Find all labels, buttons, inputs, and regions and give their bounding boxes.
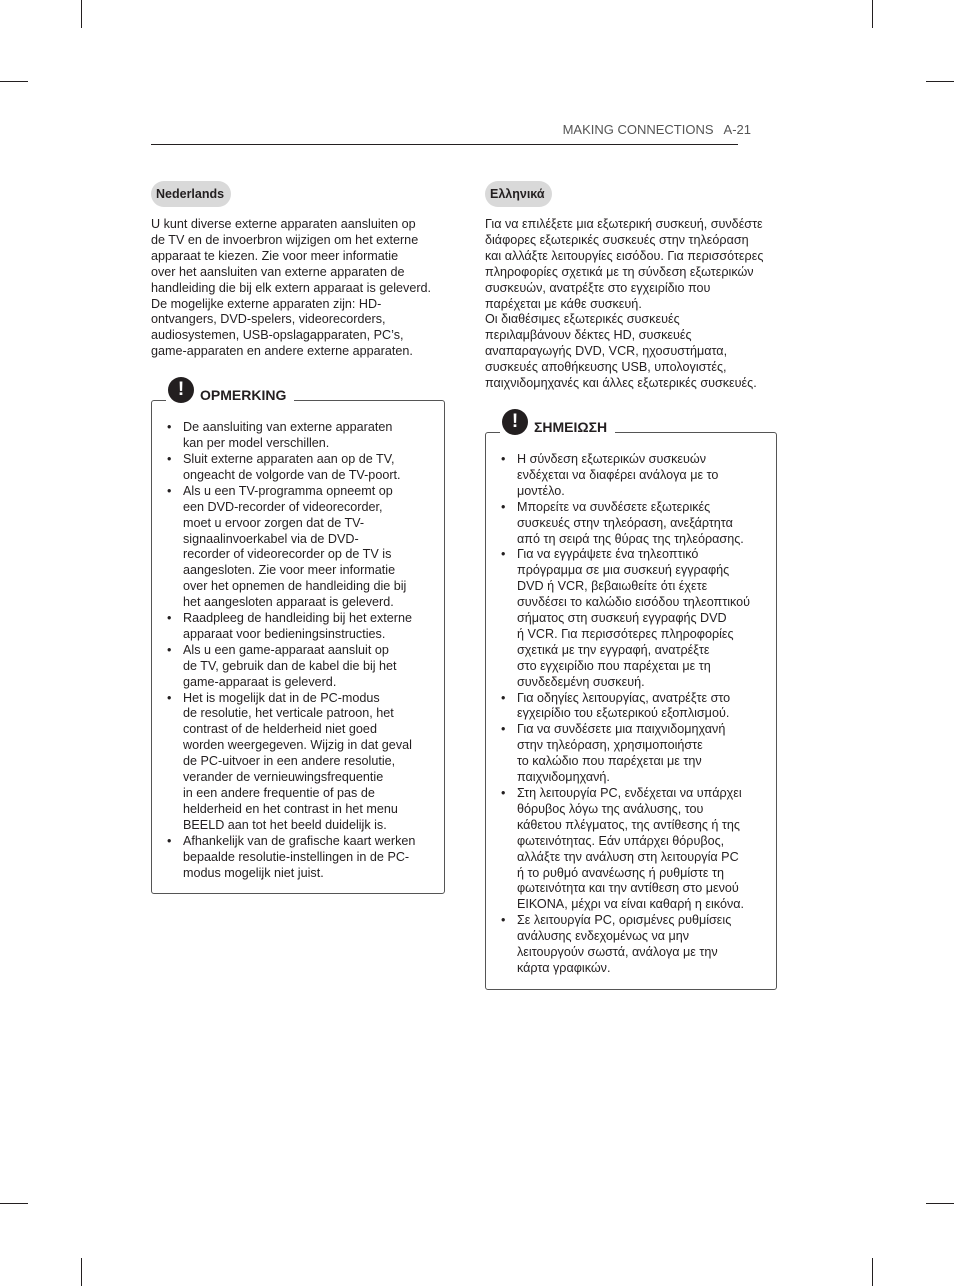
exclamation-icon: ! bbox=[502, 409, 528, 435]
note-list bbox=[500, 452, 768, 977]
list-item: • Μπορείτε να συνδέσετε εξωτερικές συσκευές στην τηλεόραση, ανεξάρτητα από τη σειρά της θύρας της τηλεόρασης. bbox=[500, 500, 768, 548]
running-header bbox=[151, 122, 751, 142]
list-item: • Sluit externe apparaten aan op de TV, ongeacht de volgorde van de TV-poort. bbox=[166, 452, 436, 484]
note-title: OPMERKING bbox=[200, 387, 287, 404]
crop-mark bbox=[926, 1203, 954, 1204]
crop-mark bbox=[81, 1258, 82, 1286]
note-header bbox=[500, 410, 615, 440]
crop-mark bbox=[0, 81, 28, 82]
crop-mark bbox=[872, 0, 873, 28]
list-item: • Για οδηγίες λειτουργίας, ανατρέξτε στο εγχειρίδιο του εξωτερικού εξοπλισμού. bbox=[500, 691, 768, 723]
column-greek bbox=[485, 181, 777, 990]
note-box bbox=[485, 410, 777, 990]
crop-mark bbox=[926, 81, 954, 82]
intro-paragraph: Για να επιλέξετε μια εξωτερική συσκευή, συνδέστε διάφορες εξωτερικές συσκευές στην τηλεόραση και αλλάξτε λειτουργίες εισόδου. Για περισσότερες πληροφορίες σχετικά με τη σύνδεση εξωτερικών συσκευών, ανατρέξτε στο εγχειρίδιο που παρέχεται με κάθε συσκευή. Οι διαθέσιμες εξωτερικές συσκευές περιλαμβάνουν δέκτες HD, συσκευές αναπαραγωγής DVD, VCR, ηχοσυστήματα, συσκευές αποθήκευσης USB, υπολογιστές, παιχνιδομηχανές και άλλες εξωτερικές συσκευές. bbox=[485, 217, 764, 391]
language-label: Nederlands bbox=[151, 181, 231, 207]
exclamation-icon: ! bbox=[168, 377, 194, 403]
header-rule bbox=[151, 144, 738, 145]
list-item: • Για να εγγράψετε ένα τηλεοπτικό πρόγραμμα σε μια συσκευή εγγραφής DVD ή VCR, βεβαιωθείτε ότι έχετε συνδέσει το καλώδιο εισόδου τηλεοπτικού σήματος στη συσκευή εγγραφής DVD ή VCR. Για περισσότερες πληροφορίες σχετικά με την εγγραφή, ανατρέξτε στο εγχειρίδιο που παρέχεται με τη συνδεδεμένη συσκευή. bbox=[500, 547, 768, 690]
note-list bbox=[166, 420, 436, 881]
list-item: • Raadpleeg de handleiding bij het externe apparaat voor bedieningsinstructies. bbox=[166, 611, 436, 643]
language-label: Ελληνικά bbox=[485, 181, 552, 207]
list-item: • Als u een TV-programma opneemt op een DVD-recorder of videorecorder, moet u ervoor zorgen dat de TV- signaalinvoerkabel via de DVD- recorder of videorecorder op de TV is aangesloten. Zie voor meer informatie over het opnemen de handleiding die bij het aangesloten apparaat is geleverd. bbox=[166, 484, 436, 611]
crop-mark bbox=[872, 1258, 873, 1286]
list-item: • Het is mogelijk dat in de PC-modus de resolutie, het verticale patroon, het contrast of de helderheid niet goed worden weergegeven. Wijzig in dat geval de PC-uitvoer in een andere resolutie, verander de vernieuwingsfrequentie in een andere frequentie of pas de helderheid en het contrast in het menu BEELD aan tot het beeld duidelijk is. bbox=[166, 691, 436, 834]
crop-mark bbox=[0, 1203, 28, 1204]
note-header bbox=[166, 378, 294, 408]
note-title: ΣΗΜΕΙΩΣΗ bbox=[534, 418, 608, 435]
note-box bbox=[151, 379, 445, 894]
intro-paragraph: U kunt diverse externe apparaten aansluiten op de TV en de invoerbron wijzigen om het externe apparaat te kiezen. Zie voor meer informatie over het aansluiten van externe apparaten de handleiding die bij elk extern apparaat is geleverd. De mogelijke externe apparaten zijn: HD- ontvangers, DVD-spelers, videorecorders, audiosystemen, USB-opslagapparaten, PC’s, game-apparaten en andere externe apparaten. bbox=[151, 217, 432, 359]
list-item: • Als u een game-apparaat aansluit op de TV, gebruik dan de kabel die bij het game-apparaat is geleverd. bbox=[166, 643, 436, 691]
section-title: MAKING CONNECTIONS bbox=[562, 122, 714, 137]
crop-mark bbox=[81, 0, 82, 28]
list-item: • Σε λειτουργία PC, ορισμένες ρυθμίσεις ανάλυσης ενδεχομένως να μην λειτουργούν σωστά, ανάλογα με την κάρτα γραφικών. bbox=[500, 913, 768, 977]
list-item: • De aansluiting van externe apparaten kan per model verschillen. bbox=[166, 420, 436, 452]
list-item: • Η σύνδεση εξωτερικών συσκευών ενδέχεται να διαφέρει ανάλογα με το μοντέλο. bbox=[500, 452, 768, 500]
list-item: • Για να συνδέσετε μια παιχνιδομηχανή στην τηλεόραση, χρησιμοποιήστε το καλώδιο που παρέχεται με την παιχνιδομηχανή. bbox=[500, 722, 768, 786]
list-item: • Afhankelijk van de grafische kaart werken bepaalde resolutie-instellingen in de PC- modus mogelijk niet juist. bbox=[166, 834, 436, 882]
page-number: A-21 bbox=[723, 122, 751, 137]
list-item: • Στη λειτουργία PC, ενδέχεται να υπάρχει θόρυβος λόγω της ανάλυσης, του κάθετου πλέγματος, της αντίθεσης ή της φωτεινότητας. Εάν υπάρχει θόρυβος, αλλάξτε την ανάλυση στη λειτουργία PC ή το ρυθμό ανανέωσης ή ρυθμίστε τη φωτεινότητα και την αντίθεση στο μενού ΕΙΚΟΝΑ, μέχρι να είναι καθαρή η εικόνα. bbox=[500, 786, 768, 913]
column-dutch bbox=[151, 181, 445, 894]
